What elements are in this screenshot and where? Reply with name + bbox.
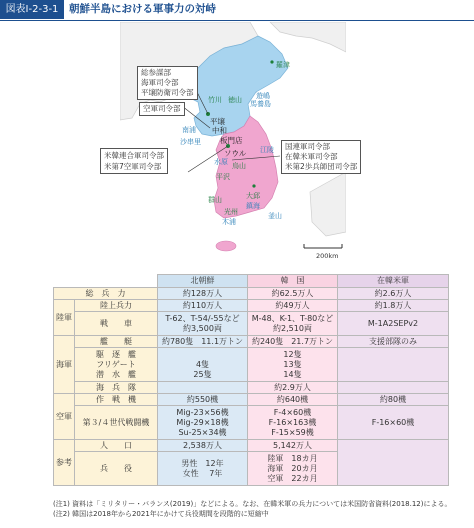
cell-fighters-us: F-16×60機 (338, 406, 449, 440)
table-header-row (54, 275, 449, 288)
map-jeju (216, 241, 236, 251)
callout-north-hq-line2: 海軍司令部 (141, 78, 179, 87)
callout-rok-line3: 米第2歩兵師団司令部 (285, 162, 358, 171)
cell-submarine-sk: 14隻 (283, 369, 302, 379)
cell-tanks-us: M-1A2SEPv2 (338, 312, 449, 336)
label-service: 兵 役 (75, 452, 158, 486)
cell-marines-nk (158, 382, 248, 394)
label-pyongyang: 平壌 (210, 117, 225, 126)
label-gangneung: 江陵 (260, 146, 274, 154)
label-tanks: 戦 車 (75, 312, 158, 336)
label-sachon: 沙串里 (180, 138, 201, 146)
cell-service-sk (248, 452, 338, 486)
callout-cfc-line1: 米韓連合軍司令部 (104, 151, 164, 160)
cell-ships-us: 支援部隊のみ (338, 336, 449, 348)
cell-population-sk: 5,142万人 (248, 440, 338, 452)
label-najin: 羅津 (276, 61, 290, 69)
cell-vessel-types-nk (158, 348, 248, 382)
cell-aircraft-sk: 約640機 (248, 394, 338, 406)
table-row-army-troops (54, 300, 449, 312)
figure-tag: 図表Ⅰ-2-3-1 (0, 0, 64, 19)
footnotes (53, 499, 471, 519)
cell-ships-nk: 約780隻 11.1万トン (158, 336, 248, 348)
label-pyeongtaek: 平沢 (216, 173, 230, 181)
label-osan: 烏山 (232, 162, 246, 170)
callout-rok-line1: 国連軍司令部 (285, 142, 330, 151)
label-gunsan: 群山 (208, 196, 222, 204)
cell-service-sk-line1: 陸軍 18カ月 (267, 453, 318, 463)
cell-total-nk: 約128万人 (158, 288, 248, 300)
cell-fighters-nk-line3: Su-25×34機 (178, 427, 227, 437)
cell-army-troops-us: 約1.8万人 (338, 300, 449, 312)
label-marines: 海 兵 隊 (75, 382, 158, 394)
cell-submarine-nk: 25隻 (193, 369, 212, 379)
label-nampo: 南浦 (182, 126, 196, 134)
label-yuhwa: 遊嶋 (256, 92, 270, 100)
table-row-ships (54, 336, 449, 348)
label-fighters: 第３/４世代戦闘機 (75, 406, 158, 440)
figure-header (0, 0, 474, 21)
marker-daegu (252, 184, 255, 187)
cell-tanks-sk-line1: M-48、K-1、T-80など (251, 313, 334, 323)
label-seoul: ソウル (224, 149, 247, 158)
callout-cfc (100, 148, 168, 174)
figure-title: 朝鮮半島における軍事力の対峙 (69, 3, 216, 15)
cell-fighters-sk (248, 406, 338, 440)
cell-aircraft-us: 約80機 (338, 394, 449, 406)
table-row-marines (54, 382, 449, 394)
group-navy: 海軍 (54, 336, 75, 394)
header-nk: 北朝鮮 (158, 275, 248, 288)
cell-marines-sk: 約2.9万人 (248, 382, 338, 394)
cell-frigate-nk: 4隻 (195, 359, 210, 369)
cell-tanks-sk (248, 312, 338, 336)
label-submarine: 潜 水 艦 (96, 369, 136, 379)
table-row-tanks (54, 312, 449, 336)
cell-frigate-sk: 13隻 (283, 359, 302, 369)
group-airforce: 空軍 (54, 394, 75, 440)
label-sinuiju: 竹川 (208, 96, 222, 104)
cell-vessel-types-sk (248, 348, 338, 382)
scale-label: 200km (316, 252, 339, 260)
cell-tanks-sk-line2: 約2,510両 (273, 323, 312, 333)
label-jinhae: 鎮海 (246, 202, 260, 210)
cell-vessel-types-us (338, 348, 449, 382)
header-blank (54, 275, 158, 288)
cell-reference-us (338, 440, 449, 486)
table-row-total (54, 288, 449, 300)
label-ships: 艦 艇 (75, 336, 158, 348)
label-population: 人 口 (75, 440, 158, 452)
military-comparison-table (53, 274, 449, 486)
callout-rok-line2: 在韓米軍司令部 (285, 152, 338, 161)
group-army: 陸軍 (54, 300, 75, 336)
cell-service-nk (158, 452, 248, 486)
cell-service-sk-line2: 海軍 20カ月 (267, 463, 318, 473)
cell-service-sk-line3: 空軍 22カ月 (267, 473, 318, 483)
cell-service-nk-line2: 女性 7年 (182, 468, 223, 478)
label-junghwa: 中和 (212, 126, 227, 135)
cell-fighters-nk-line1: Mig-23×56機 (176, 407, 229, 417)
cell-tanks-nk-line1: T-62、T-54/-55など (165, 313, 240, 323)
label-daegu: 大邱 (246, 192, 260, 200)
cell-total-sk: 約62.5万人 (248, 288, 338, 300)
label-army-troops: 陸上兵力 (75, 300, 158, 312)
callout-af-hq: 空軍司令部 (139, 102, 185, 116)
cell-army-troops-nk: 約110万人 (158, 300, 248, 312)
cell-marines-us (338, 382, 449, 394)
header-sk: 韓 国 (248, 275, 338, 288)
label-mokpo: 木浦 (222, 218, 236, 226)
callout-rok (281, 140, 361, 174)
cell-fighters-sk-line2: F-16×163機 (268, 417, 317, 427)
header-us: 在韓米軍 (338, 275, 449, 288)
callout-cfc-line2: 米第7空軍司令部 (104, 162, 162, 171)
table-row-population (54, 440, 449, 452)
callout-north-hq (137, 66, 198, 100)
label-busan: 釜山 (268, 212, 282, 220)
cell-fighters-nk (158, 406, 248, 440)
cell-aircraft-nk: 約550機 (158, 394, 248, 406)
cell-fighters-sk-line1: F-4×60機 (273, 407, 312, 417)
footnote-2: (注2) 韓国は2018年から2021年にかけて兵役期間を段階的に短縮中 (53, 510, 269, 518)
label-suwon: 水原 (214, 158, 228, 166)
cell-total-us: 約2.6万人 (338, 288, 449, 300)
label-panmunjom: 板門店 (220, 136, 243, 145)
cell-ships-sk: 約240隻 21.7万トン (248, 336, 338, 348)
cell-population-nk: 2,538万人 (158, 440, 248, 452)
cell-destroyer-sk: 12隻 (283, 349, 302, 359)
label-aircraft: 作 戦 機 (75, 394, 158, 406)
table-row-vessel-types (54, 348, 449, 382)
group-reference: 参考 (54, 440, 75, 486)
callout-north-hq-line3: 平壌防衛司令部 (141, 88, 194, 97)
cell-fighters-nk-line2: Mig-29×18機 (176, 417, 229, 427)
cell-tanks-nk (158, 312, 248, 336)
cell-service-nk-line1: 男性 12年 (181, 458, 224, 468)
label-gwangju: 光州 (224, 208, 238, 216)
label-frigate: フリゲート (96, 359, 136, 369)
cell-fighters-sk-line3: F-15×59機 (271, 427, 314, 437)
cell-army-troops-sk: 約49万人 (248, 300, 338, 312)
cell-tanks-nk-line2: 約3,500両 (183, 323, 222, 333)
callout-north-hq-line1: 総参謀部 (141, 68, 171, 77)
label-tokusan: 徳山 (228, 96, 242, 104)
label-total: 総 兵 力 (54, 288, 158, 300)
table-row-fighters (54, 406, 449, 440)
label-vessel-types (75, 348, 158, 382)
label-mayang: 馬養島 (250, 100, 271, 108)
marker-najin (270, 60, 273, 63)
footnote-1: (注1) 資料は「ミリタリー・バランス(2019)」などによる。なお、在韓米軍の兵力については米国防省資料(2018.12)による。 (53, 500, 452, 508)
table-row-aircraft (54, 394, 449, 406)
cell-destroyer-nk (158, 350, 247, 360)
label-destroyer: 駆 逐 艦 (96, 349, 136, 359)
